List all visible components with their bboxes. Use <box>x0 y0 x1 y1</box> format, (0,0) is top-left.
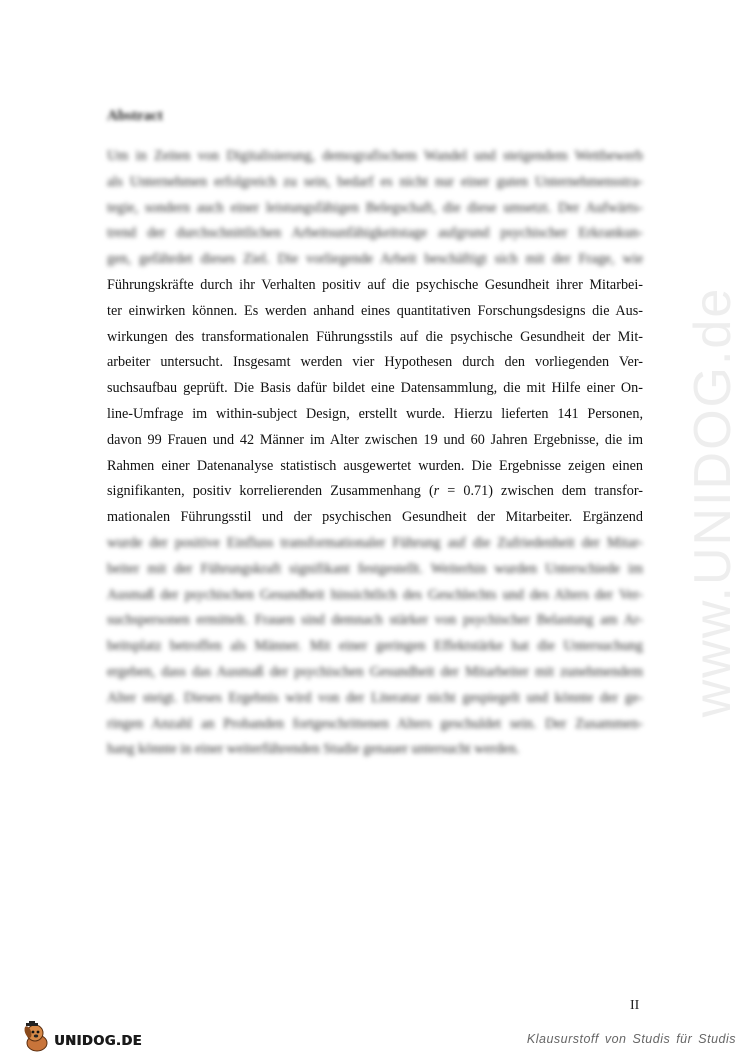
abstract-line: hang könnte in einer weiterführenden Studie genauer untersucht werden. <box>107 741 520 758</box>
abstract-line: als Unternehmen erfolgreich zu sein, bedarf es nicht nur einer guten Unternehmensstra- <box>107 173 643 190</box>
footer-tagline: Klausurstoff von Studis für Studis <box>526 1032 736 1046</box>
abstract-line: line-Umfrage im within-subject Design, erstellt wurde. Hierzu lieferten 141 Personen, <box>107 405 643 422</box>
watermark <box>678 262 748 742</box>
abstract-line: suchspersonen ermittelt. Frauen sind demnach stärker von psychischer Belastung am Ar- <box>107 612 643 629</box>
abstract-line: trend der durchschnittlichen Arbeitsunfähigkeitstage aufgrund psychischer Erkrankun- <box>107 225 643 242</box>
unidog-logo <box>22 1020 162 1054</box>
abstract-line: Ausmaß der psychischen Gesundheit hinsichtlich des Geschlechts und des Alters der Ver- <box>107 586 643 603</box>
abstract-line: ringen Anzahl an Probanden fortgeschrittenen Alters geschuldet sein. Der Zusammen- <box>107 715 643 732</box>
abstract-line-segment: = 0.71) zwischen dem transfor- <box>439 483 643 500</box>
abstract-line: Alter steigt. Dieses Ergebnis wird von der Literatur nicht gespiegelt und könnte der ge- <box>107 689 643 706</box>
abstract-line: gen, gefährdet dieses Ziel. Die vorliegende Arbeit beschäftigt sich mit der Frage, wie <box>107 251 643 268</box>
abstract-line: mationalen Führungsstil und der psychischen Gesundheit der Mitarbeiter. Ergänzend <box>107 509 643 526</box>
abstract-line: ergeben, dass das Ausmaß der psychischen Gesundheit der Mitarbeiter mit zunehmendem <box>107 663 643 680</box>
dog-icon <box>22 1021 52 1053</box>
abstract-line: ter einwirken können. Es werden anhand eines quantitativen Forschungsdesigns die Aus- <box>107 302 643 319</box>
abstract-line: Rahmen einer Datenanalyse statistisch ausgewertet wurden. Die Ergebnisse zeigen einen <box>107 457 643 474</box>
abstract-line: beitsplatz betroffen als Männer. Mit einer geringen Effektstärke hat die Untersuchung <box>107 638 643 655</box>
abstract-line: wirkungen des transformationalen Führungsstils auf die psychische Gesundheit der Mit- <box>107 328 643 345</box>
abstract-line: Führungskräfte durch ihr Verhalten positiv auf die psychische Gesundheit ihrer Mitarbei- <box>107 276 643 293</box>
page-number: II <box>630 998 640 1013</box>
abstract-line: arbeiter untersucht. Insgesamt werden vier Hypothesen durch den vorliegenden Ver- <box>107 354 643 371</box>
abstract-line-segment: signifikanten, positiv korrelierenden Zusammenhang ( <box>107 483 434 500</box>
abstract-line: beiter mit der Führungskraft signifikant festgestellt. Weiterhin wurden Unterschiede im <box>107 560 643 577</box>
abstract-line: tegie, sondern auch einer leistungsfähigen Belegschaft, die diese umsetzt. Der Aufwärts- <box>107 199 643 216</box>
abstract-body <box>107 144 643 763</box>
abstract-heading: Abstract <box>107 108 163 124</box>
logo-text: UNIDOG.DE <box>54 1033 142 1049</box>
abstract-line: wurde der positive Einfluss transformationaler Führung auf die Zufriedenheit der Mitar- <box>107 534 643 551</box>
abstract-line <box>107 479 643 505</box>
watermark-text: www.UNIDOG.de <box>684 286 742 718</box>
abstract-line: Um in Zeiten von Digitalisierung, demografischem Wandel und steigendem Wettbewerb <box>107 148 643 164</box>
correlation-symbol: r <box>433 483 440 500</box>
abstract-line: davon 99 Frauen und 42 Männer im Alter zwischen 19 und 60 Jahren Ergebnisse, die im <box>107 431 643 448</box>
abstract-line: suchsaufbau geprüft. Die Basis dafür bildet eine Datensammlung, die mit Hilfe einer On- <box>107 380 643 397</box>
